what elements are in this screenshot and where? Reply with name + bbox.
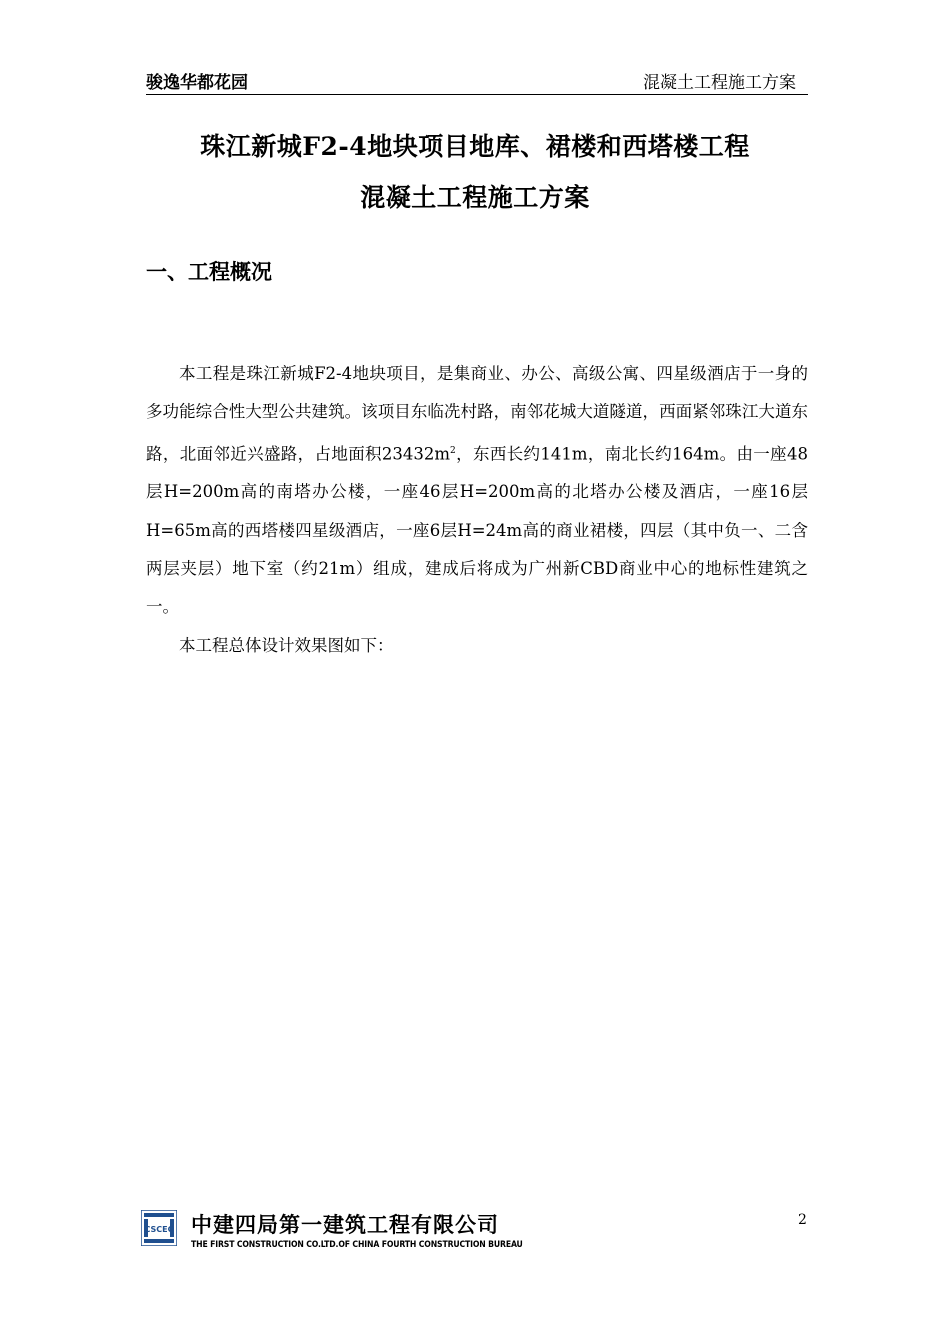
document-title-line-1: 珠江新城F2-4地块项目地库、裙楼和西塔楼工程 xyxy=(200,132,750,161)
body-text xyxy=(146,355,808,665)
paragraph-overview-part2: ，东西长约141m，南北长约164m。由一座48层H=200m高的南塔办公楼，一座46层H=200m高的北塔办公楼及酒店，一座16层H=65m高的西塔楼四星级酒店，一座6层H=24m高的商业裙楼，四层（其中负一、二含两层夹层）地下室（约21m）组成，建成后将成为广州新CBD商业中心的地标性建筑之一。 xyxy=(146,444,809,617)
header-project-name: 骏逸华都花园 xyxy=(146,73,248,93)
paragraph-overview xyxy=(146,355,808,627)
paragraph-design-intro: 本工程总体设计效果图如下： xyxy=(179,635,394,655)
area-unit-superscript: 2 xyxy=(450,445,456,456)
page-number: 2 xyxy=(798,1212,807,1228)
logo-lettering: CSCEC xyxy=(144,1225,174,1234)
footer-company-name-english: THE FIRST CONSTRUCTION CO.LTD.OF CHINA FOURTH CONSTRUCTION BUREAU xyxy=(191,1240,523,1250)
page-header xyxy=(146,66,808,95)
footer-company-name: 中建四局第一建筑工程有限公司 xyxy=(191,1213,499,1237)
paragraph-overview-part1: 本工程是珠江新城F2-4地块项目，是集商业、办公、高级公寓、四星级酒店于一身的多功能综合性大型公共建筑。该项目东临冼村路，南邻花城大道隧道，西面紧邻珠江大道东路，北面邻近兴盛路，占地面积23432m xyxy=(146,364,808,464)
section-heading: 一、工程概况 xyxy=(146,260,272,284)
document-title-line-2: 混凝土工程施工方案 xyxy=(360,183,590,212)
header-document-title: 混凝土工程施工方案 xyxy=(643,73,796,93)
company-logo-icon xyxy=(141,1210,177,1246)
